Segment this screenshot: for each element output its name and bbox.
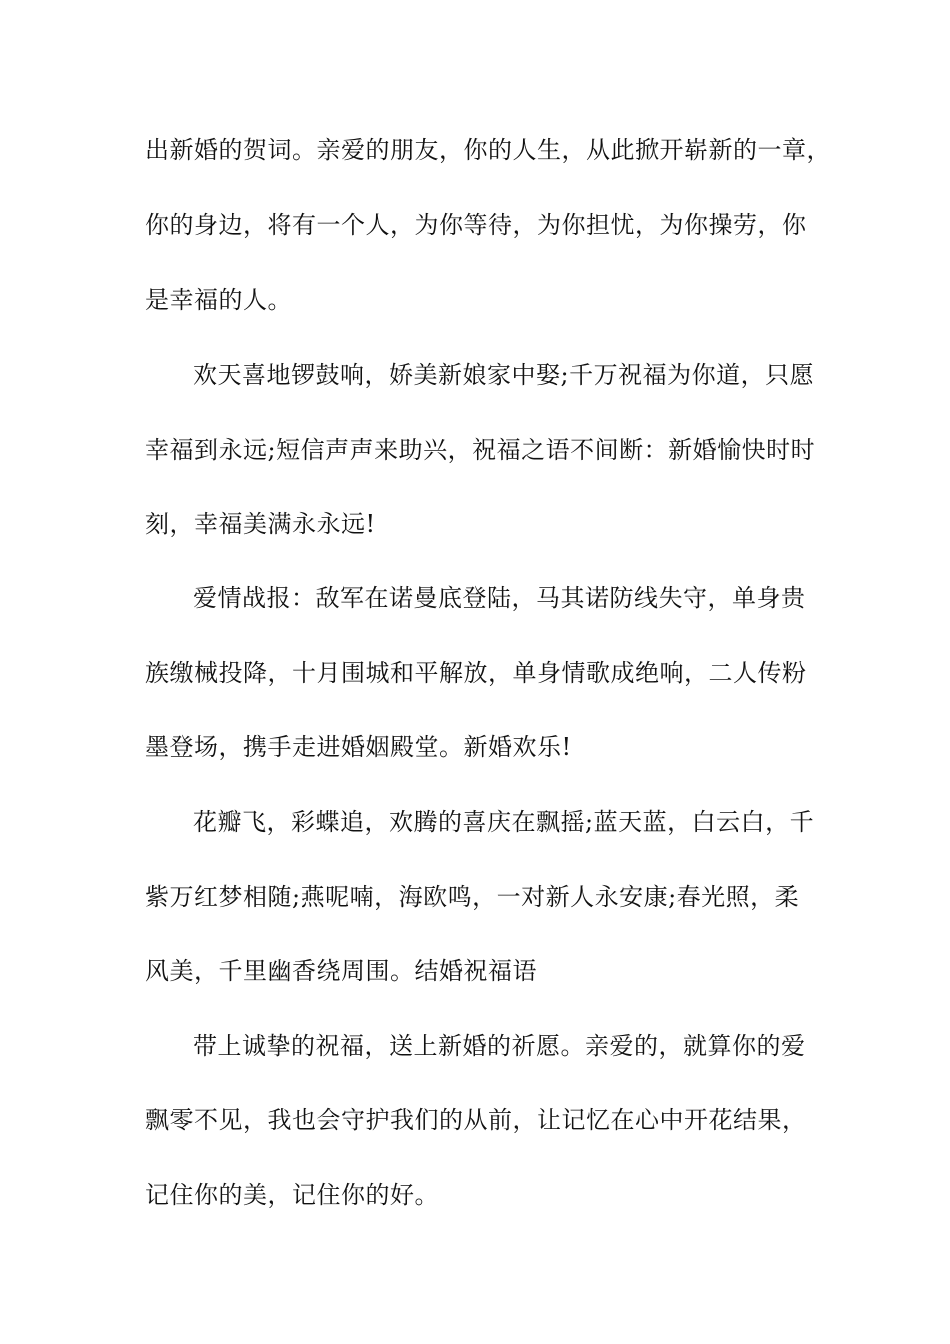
paragraph-2-line-1: 欢天喜地锣鼓响，娇美新娘家中娶;千万祝福为你道，只愿 [193, 361, 815, 389]
paragraph-2-line-2: 幸福到永远;短信声声来助兴，祝福之语不间断：新婚愉快时时 [145, 436, 816, 464]
paragraph-5-line-2: 飘零不见，我也会守护我们的从前，让记忆在心中开花结果， [145, 1106, 807, 1134]
paragraph-5-line-3: 记住你的美，记住你的好。 [145, 1181, 439, 1209]
paragraph-3-line-2: 族缴械投降，十月围城和平解放，单身情歌成绝响，二人传粉 [145, 659, 807, 687]
paragraph-3-line-1: 爱情战报：敌军在诺曼底登陆，马其诺防线失守，单身贵 [193, 584, 806, 612]
paragraph-3-line-3: 墨登场，携手走进婚姻殿堂。新婚欢乐! [145, 733, 572, 761]
paragraph-4-line-3: 风美，千里幽香绕周围。结婚祝福语 [145, 957, 537, 985]
paragraph-1-line-2: 你的身边，将有一个人，为你等待，为你担忧，为你操劳，你 [145, 211, 807, 239]
paragraph-1-line-1: 出新婚的贺词。亲爱的朋友，你的人生，从此掀开崭新的一章， [145, 136, 831, 164]
paragraph-1-line-3: 是幸福的人。 [145, 286, 292, 314]
paragraph-2-line-3: 刻，幸福美满永永远! [145, 510, 376, 538]
paragraph-5-line-1: 带上诚挚的祝福，送上新婚的祈愿。亲爱的，就算你的爱 [193, 1032, 806, 1060]
paragraph-4-line-2: 紫万红梦相随;燕呢喃，海欧鸣，一对新人永安康;春光照，柔 [145, 883, 800, 911]
paragraph-4-line-1: 花瓣飞，彩蝶追，欢腾的喜庆在飘摇;蓝天蓝，白云白，千 [193, 808, 815, 836]
